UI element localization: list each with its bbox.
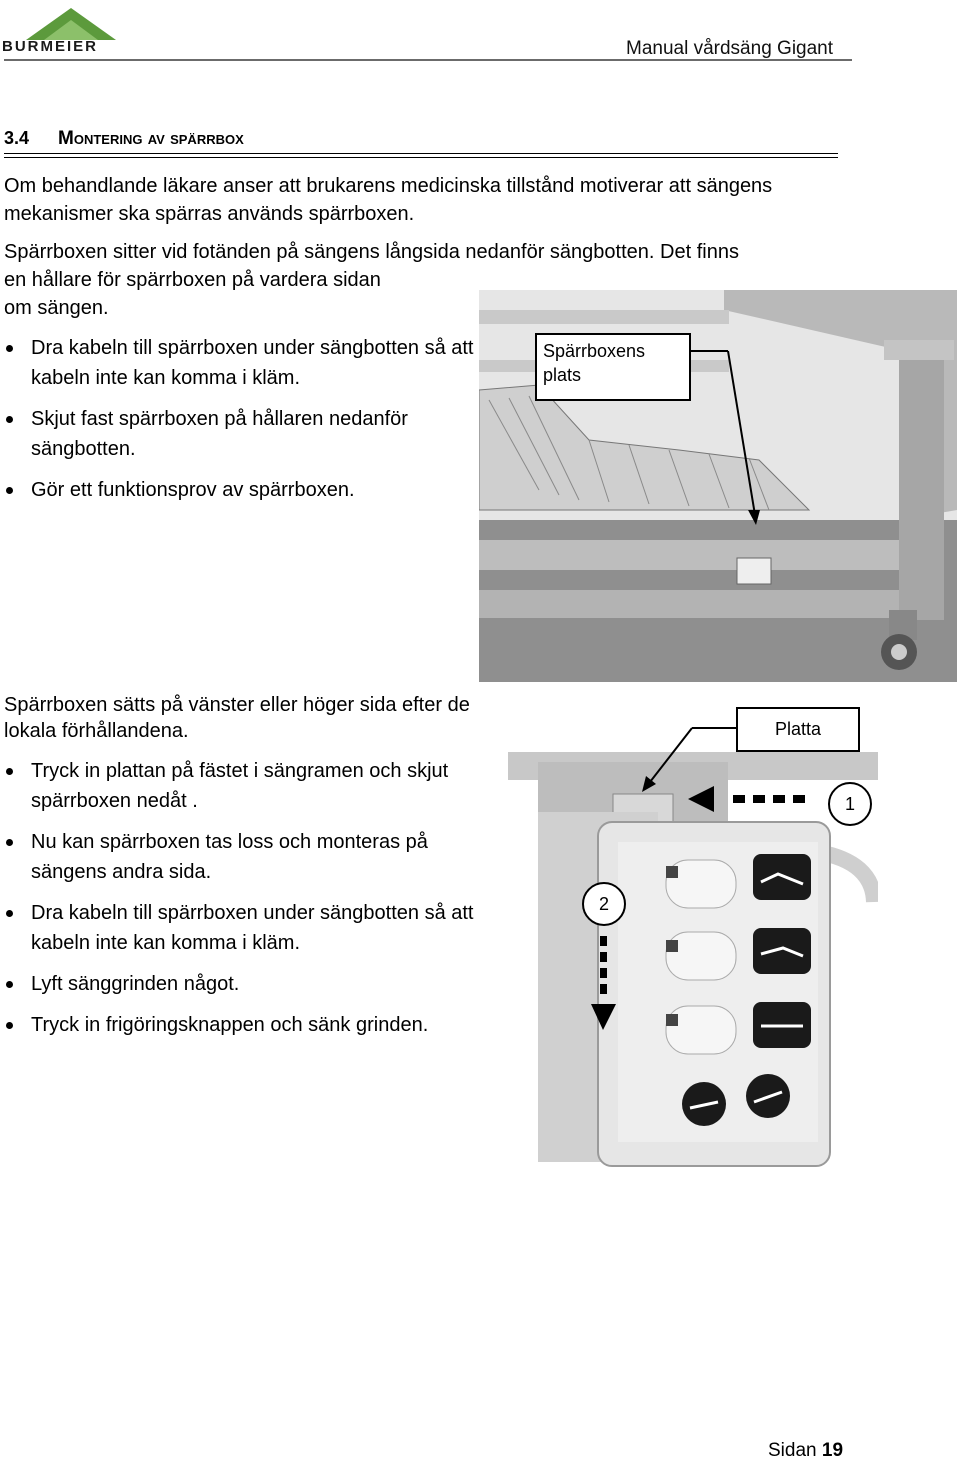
paragraph-line: Spärrboxen sitter vid fotänden på sängens långsida nedanför sängbotten. Det finns: [4, 241, 739, 263]
list-item: Dra kabeln till spärrboxen under sängbotten så att kabeln inte kan komma i kläm.: [4, 333, 474, 393]
paragraph-line: om sängen.: [4, 297, 109, 319]
side-paragraph: Spärrboxen sätts på vänster eller höger sida efter de lokala förhållandena.: [4, 694, 470, 742]
header-divider: [4, 59, 852, 61]
callout-arrow-icon: [690, 345, 760, 525]
relocation-steps-list: [4, 756, 474, 1051]
section-title: Montering av spärrbox: [58, 128, 244, 149]
logo-hill-icon: [26, 6, 116, 40]
list-item: Dra kabeln till spärrboxen under sängbotten så att kabeln inte kan komma i kläm.: [4, 898, 474, 958]
lockbox-photo: [478, 752, 878, 1172]
page-number: 19: [821, 1440, 844, 1461]
section-divider: [4, 153, 838, 154]
list-item: Skjut fast spärrboxen på hållaren nedanför sängbotten.: [4, 404, 474, 464]
lockbox-location-callout: Spärrboxens plats: [535, 333, 691, 401]
logo: BURMEIER: [2, 38, 99, 55]
mounting-steps-list: [4, 333, 474, 516]
page-footer: [768, 1440, 843, 1462]
marker-2-label: 2: [598, 894, 609, 914]
list-item: Lyft sänggrinden något.: [4, 969, 474, 999]
section-number: 3.4: [4, 128, 30, 148]
document-title: Manual vårdsäng Gigant: [626, 38, 834, 59]
plate-callout: Platta: [736, 707, 860, 752]
marker-1-label: 1: [844, 794, 855, 814]
callout-arrow-icon: [640, 720, 740, 795]
intro-paragraph: Om behandlande läkare anser att brukarens medicinska tillstånd motiverar att sängens mekanismer ska spärras används spärrboxen.: [4, 175, 773, 225]
list-item: Nu kan spärrboxen tas loss och monteras på sängens andra sida.: [4, 827, 474, 887]
list-item: Gör ett funktionsprov av spärrboxen.: [4, 475, 474, 505]
page-label: Sidan: [768, 1440, 817, 1461]
section-divider: [4, 157, 838, 158]
paragraph-line: en hållare för spärrboxen på vardera sidan: [4, 269, 381, 291]
list-item: Tryck in plattan på fästet i sängramen och skjut spärrboxen nedåt .: [4, 756, 474, 816]
section-heading: [4, 128, 244, 150]
list-item: Tryck in frigöringsknappen och sänk grinden.: [4, 1010, 474, 1040]
